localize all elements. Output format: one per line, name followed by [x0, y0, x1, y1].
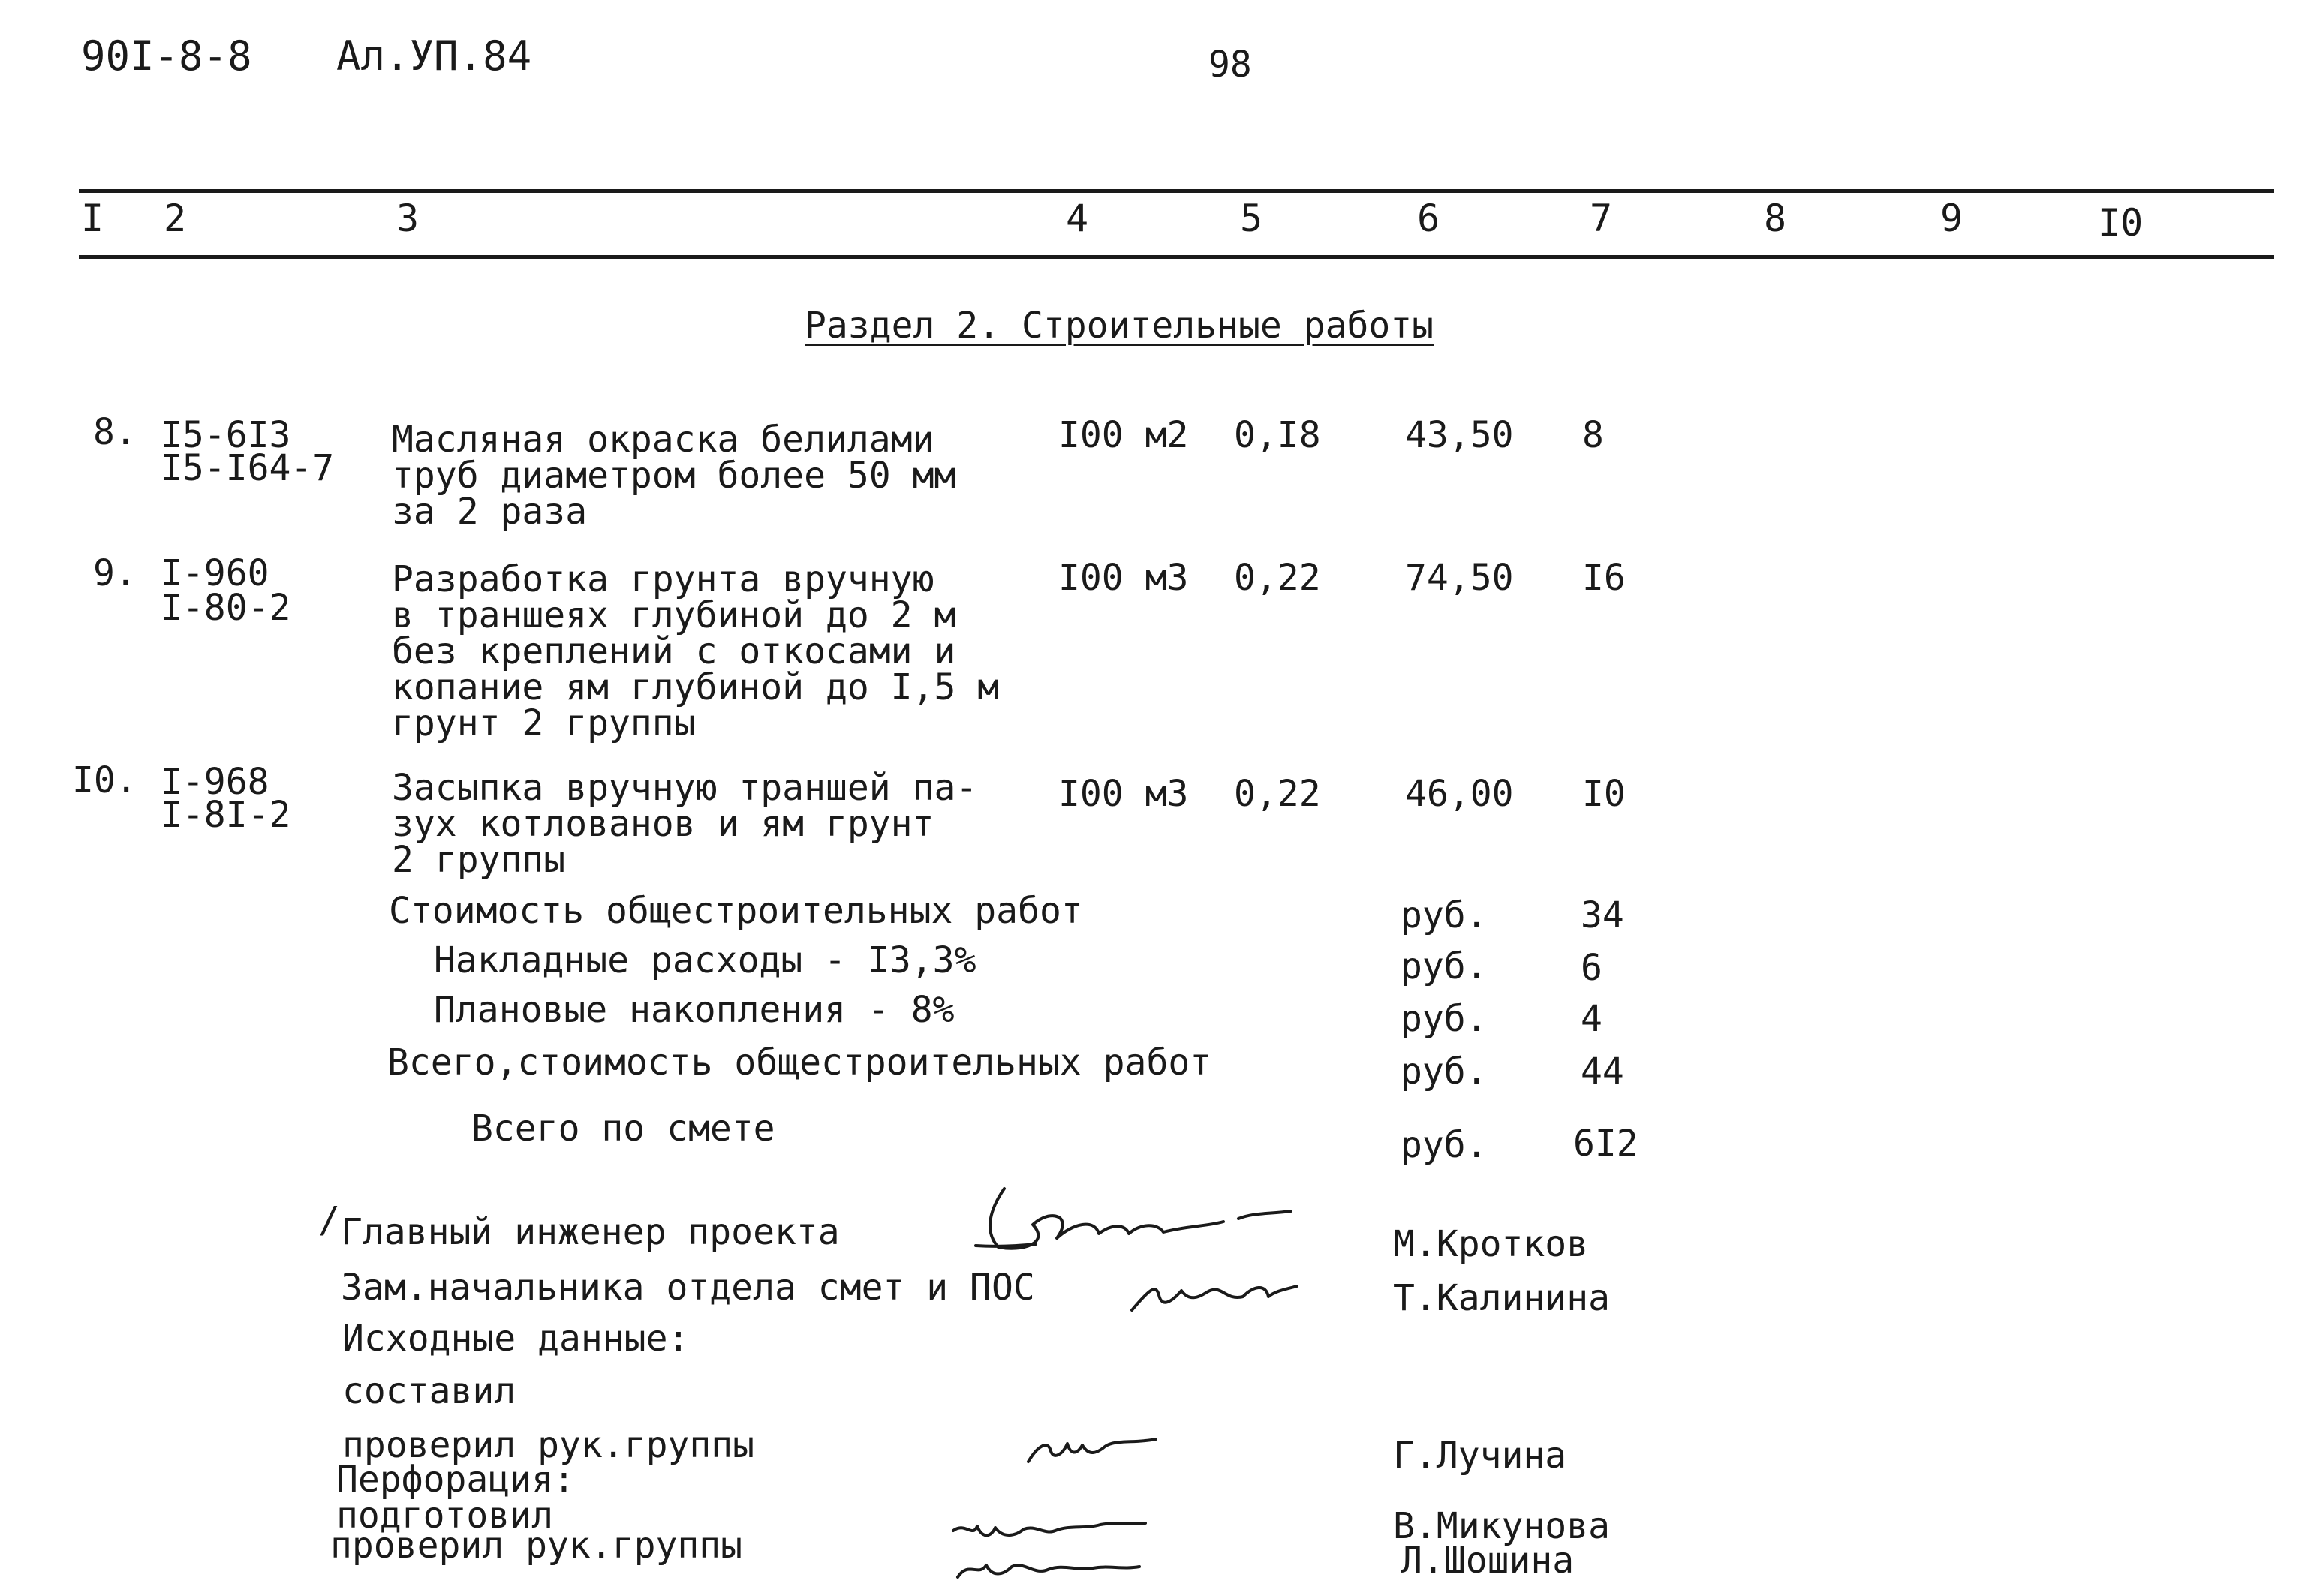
column-header-8: 8 — [1764, 197, 1787, 240]
page-number: 98 — [1208, 44, 1252, 86]
column-header-1: I — [81, 197, 104, 240]
row-description: Разработка грунта вручную в траншеях глубиной до 2 м без креплений с откосами и копание ям глубиной до I,5 м грунт 2 группы — [392, 558, 1000, 744]
row-number: 9. — [93, 552, 137, 594]
row-unit-price: 46,00 — [1405, 773, 1514, 815]
row-code-primary: I-968 — [161, 761, 269, 803]
checked-by-name: Г.Лучина — [1393, 1435, 1567, 1477]
total-value: 44 — [1581, 1050, 1624, 1093]
column-header-5: 5 — [1240, 197, 1263, 240]
checked-by-signature — [1021, 1417, 1171, 1477]
row-quantity: 0,I8 — [1234, 414, 1321, 456]
row-code-secondary: I5-I64-7 — [161, 447, 335, 489]
total-label: Стоимость общестроительных работ — [389, 890, 1083, 932]
column-header-3: 3 — [396, 197, 420, 240]
row-code-secondary: I-8I-2 — [161, 794, 291, 836]
row-code-primary: I5-6I3 — [161, 414, 291, 456]
total-unit: руб. — [1401, 1050, 1488, 1093]
checked-by-label: проверил рук.группы — [342, 1424, 755, 1466]
row-number: 8. — [93, 411, 137, 453]
row-unit: I00 м3 — [1058, 773, 1189, 815]
deputy-head-name: Т.Калинина — [1393, 1277, 1610, 1319]
perf-checked-label: проверил рук.группы — [330, 1525, 743, 1567]
perforation-label: Перфорация: — [336, 1459, 575, 1501]
row-unit: I00 м3 — [1058, 557, 1189, 599]
estimate-total-unit: руб. — [1401, 1124, 1488, 1166]
column-header-10: I0 — [2098, 201, 2144, 245]
row-cost: I0 — [1582, 773, 1626, 815]
table-header-rule — [79, 255, 2274, 259]
row-cost: 8 — [1582, 414, 1604, 456]
column-header-4: 4 — [1066, 197, 1089, 240]
chief-engineer-signature — [961, 1178, 1306, 1261]
total-unit: руб. — [1401, 894, 1488, 936]
row-description: Засыпка вручную траншей па- зух котлованов и ям грунт 2 группы — [392, 767, 978, 881]
row-description: Масляная окраска белилами труб диаметром более 50 мм за 2 раза — [392, 419, 956, 533]
row-quantity: 0,22 — [1234, 773, 1321, 815]
total-value: 4 — [1581, 998, 1602, 1040]
perf-checked-name: Л.Шошина — [1401, 1540, 1575, 1582]
deputy-head-signature — [1126, 1268, 1306, 1321]
source-data-label: Исходные данные: — [342, 1318, 690, 1360]
row-number: I0. — [72, 759, 137, 801]
total-unit: руб. — [1401, 998, 1488, 1040]
row-code-primary: I-960 — [161, 552, 269, 594]
column-header-6: 6 — [1417, 197, 1440, 240]
total-label: Плановые накопления - 8% — [434, 989, 955, 1031]
prepared-by-signature — [943, 1508, 1168, 1591]
total-value: 6 — [1581, 947, 1602, 989]
chief-engineer-name: М.Кротков — [1393, 1223, 1589, 1265]
prepared-by-label: подготовил — [336, 1495, 553, 1537]
total-label: Накладные расходы - I3,3% — [434, 939, 976, 981]
estimate-total-label: Всего по смете — [471, 1108, 775, 1150]
column-header-2: 2 — [164, 197, 187, 240]
chief-engineer-label: Главный инженер проекта — [341, 1211, 840, 1253]
margin-mark: / — [318, 1199, 340, 1241]
row-code-secondary: I-80-2 — [161, 587, 291, 629]
table-top-rule — [79, 189, 2274, 193]
column-header-7: 7 — [1590, 197, 1613, 240]
deputy-head-label: Зам.начальника отдела смет и ПОС — [341, 1267, 1035, 1309]
column-header-9: 9 — [1940, 197, 1963, 240]
section-title: Раздел 2. Строительные работы — [805, 305, 1434, 347]
total-unit: руб. — [1401, 945, 1488, 987]
prepared-by-name: В.Микунова — [1393, 1505, 1610, 1547]
compiled-by-label: составил — [342, 1370, 516, 1412]
row-unit-price: 43,50 — [1405, 414, 1514, 456]
row-cost: I6 — [1582, 557, 1626, 599]
document-code: 90I-8-8 — [81, 32, 252, 80]
total-label: Всего,стоимость общестроительных работ — [387, 1041, 1212, 1084]
estimate-total-value: 6I2 — [1573, 1123, 1638, 1165]
total-value: 34 — [1581, 894, 1624, 936]
album-number: Ал.УП.84 — [336, 32, 532, 80]
row-unit: I00 м2 — [1058, 414, 1189, 456]
row-unit-price: 74,50 — [1405, 557, 1514, 599]
row-quantity: 0,22 — [1234, 557, 1321, 599]
